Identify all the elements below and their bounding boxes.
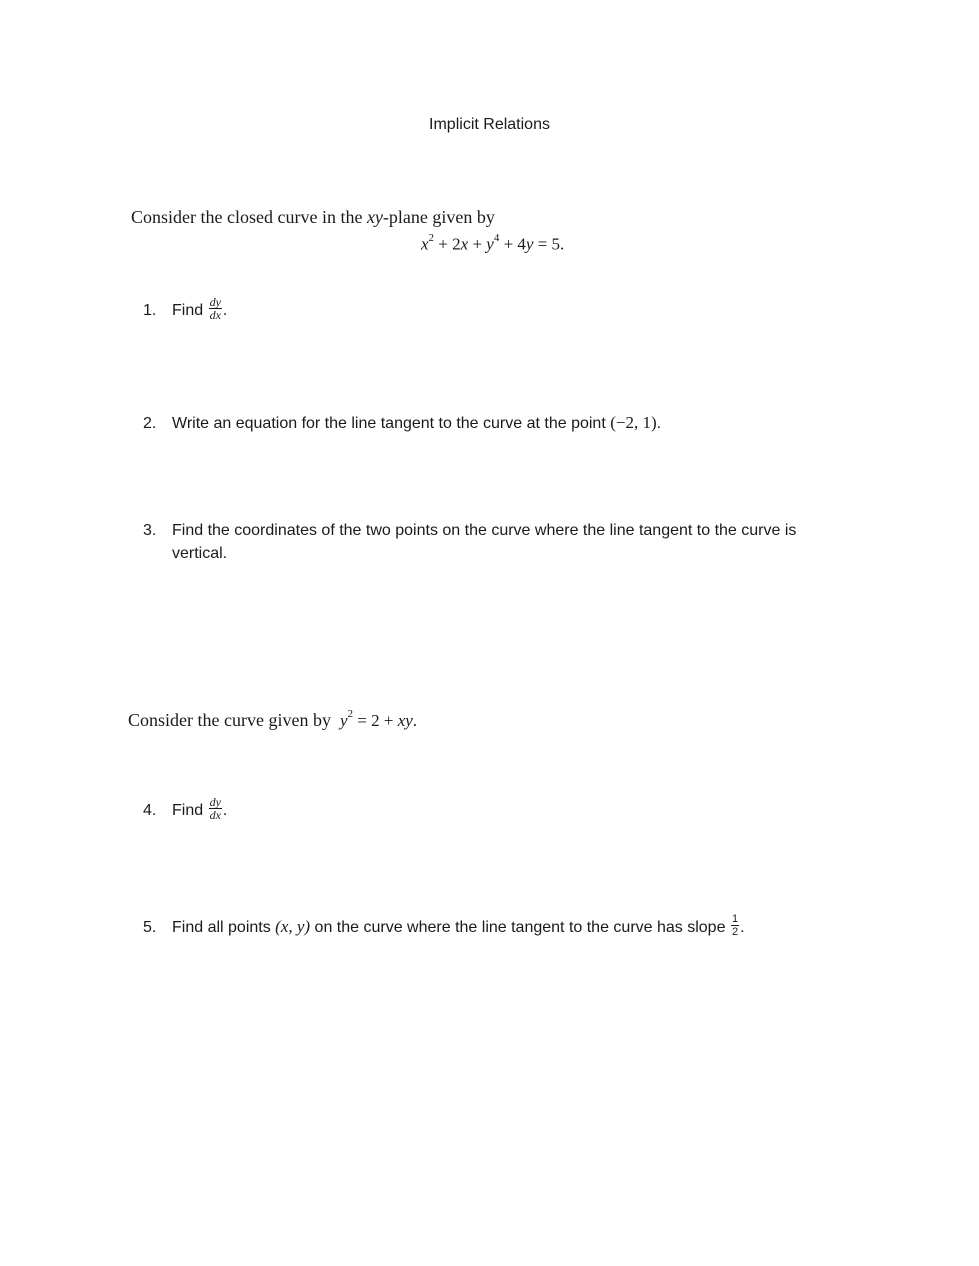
section1-intro-var: xy bbox=[366, 207, 383, 227]
question-text-a: Find all points bbox=[172, 919, 271, 937]
question-2: 2. Write an equation for the line tangent to the curve at the point (−2, 1). bbox=[143, 411, 661, 435]
fraction-dy-dx: $\frac{dy}{dx}$ bbox=[209, 795, 221, 822]
question-text-b: on the curve where the line tangent to the curve has slope bbox=[314, 919, 726, 937]
point-math: (−2, 1) bbox=[610, 413, 657, 432]
section2-intro bbox=[128, 710, 417, 731]
section1-equation: $x^2 + 2x + y^4 + 4y = 5$. bbox=[421, 232, 565, 254]
question-number: 2. bbox=[143, 415, 157, 432]
question-3 bbox=[143, 519, 833, 565]
question-5: 5. Find all points (x, y) on the curve where the line tangent to the curve has slope $\frac{1}{2}$ . bbox=[143, 913, 745, 938]
question-text: Write an equation for the line tangent to the curve at the point bbox=[172, 415, 606, 432]
question-number: 4. bbox=[143, 802, 157, 820]
fraction-dy-dx: $\frac{dy}{dx}$ bbox=[209, 295, 221, 322]
question-number: 1. bbox=[143, 302, 157, 320]
question-number: 5. bbox=[143, 919, 157, 937]
page-title: Implicit Relations bbox=[429, 116, 550, 133]
question-number: 3. bbox=[143, 522, 157, 539]
section1-intro-prefix: Consider the closed curve in the bbox=[131, 207, 363, 227]
question-text: Find the coordinates of the two points on the curve where the line tangent to the curve is vertical. bbox=[172, 522, 797, 562]
section1-intro-suffix: -plane given by bbox=[382, 207, 495, 227]
section2-equation: $y^2 = 2$ + xy. bbox=[339, 708, 418, 730]
section1-intro bbox=[131, 207, 495, 228]
question-text: Find bbox=[172, 302, 204, 320]
question-4: 4. Find $\frac{dy}{dx}$ . bbox=[143, 795, 228, 822]
fraction-one-half: $\frac{1}{2}$ bbox=[731, 913, 739, 938]
question-text: Find bbox=[172, 802, 204, 820]
point-math: (x, y) bbox=[275, 917, 311, 937]
section2-intro-text: Consider the curve given by bbox=[128, 710, 331, 730]
question-1: 1. Find $\frac{dy}{dx}$ . bbox=[143, 295, 228, 322]
